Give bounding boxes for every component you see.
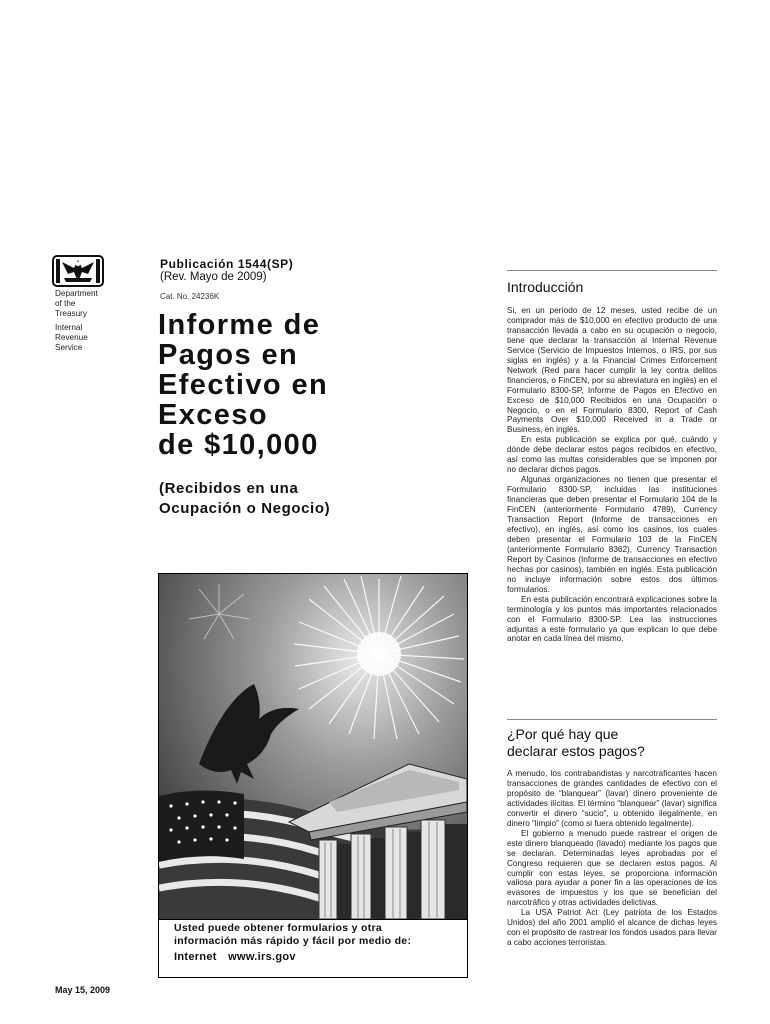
- title-line: Pagos en: [158, 339, 299, 371]
- intro-paragraph: En esta publicación encontrará explicaciones sobre la terminología y los puntos más importantes relacionados con el Formulario 8300-SP. Lea las instrucciones adjuntas a este formulario ya que explican lo que debe anotar en cada línea del mismo.: [507, 594, 717, 644]
- why-heading: [507, 726, 717, 760]
- agency-line: Service: [55, 343, 83, 352]
- publication-number: Publicación 1544(SP): [160, 257, 294, 271]
- section-divider: [507, 719, 717, 720]
- subtitle-line: Ocupación o Negocio): [159, 500, 331, 517]
- document-title: [158, 310, 488, 460]
- revision-date: (Rev. Mayo de 2009): [160, 271, 267, 283]
- agency-line: Revenue: [55, 333, 88, 342]
- intro-paragraph: Algunas organizaciones no tienen que presentar el Formulario 8300-SP, incluidas las instituciones financieras que deben presentar el Formulario 104 de la FinCEN (anteriormente Formulario 4789), Currency Transaction Report (Informe de transacciones en efectivo), en inglés, así como los casinos, los cuales deben presentar el Formulario 103 de la FinCEN (anteriormente Formulario 8362), Currency Transaction Report by Casinos (Informe de transacciones en efectivo hechas por casinos), también en inglés. Esta publicación no incluye información sobre estos dos últimos formularios.: [507, 475, 717, 594]
- intro-heading: Introducción: [507, 279, 584, 295]
- agency-name: [55, 289, 145, 353]
- catalog-number: Cat. No. 24236K: [160, 292, 220, 301]
- publication-date: May 15, 2009: [55, 985, 111, 995]
- agency-line: Internal: [55, 323, 83, 332]
- agency-line: Treasury: [55, 309, 87, 318]
- forms-info-box: [158, 917, 468, 978]
- intro-paragraph: En esta publicación se explica por qué, cuándo y dónde debe declarar estos pagos recibidos en efectivo, así como las multas considerables que se imponen por no declarar dichos pagos.: [507, 435, 717, 475]
- cover-illustration: [158, 573, 468, 920]
- intro-section: [507, 279, 717, 644]
- why-section: [507, 726, 717, 948]
- why-heading-line: declarar estos pagos?: [507, 743, 645, 759]
- irs-website-link[interactable]: www.irs.gov: [228, 951, 296, 963]
- forms-info-text: [174, 922, 411, 948]
- internet-row: [174, 951, 296, 963]
- intro-paragraph: Si, en un período de 12 meses, usted recibe de un comprador más de $10,000 en efectivo producto de una transacción llevada a cabo en su ocupación o negocio, tiene que declarar la transacción al Internal Revenue Service (Servicio de Impuestos Internos, o IRS, por sus siglas en inglés) y a la Financial Crimes Enforcement Network (Red para hacer cumplir la ley contra delitos financieros, o FinCEN, por su abreviatura en inglés) en el Formulario 8300-SP, Informe de Pagos en Efectivo en Exceso de $10,000 Recibidos en una Ocupación o Negocio, o en el Formulario 8300, Report of Cash Payments Over $10,000 Received in a Trade or Business, en inglés.: [507, 306, 717, 435]
- why-heading-line: ¿Por qué hay que: [507, 726, 619, 742]
- forms-info-line: información más rápido y fácil por medio de:: [174, 935, 412, 947]
- why-paragraph: El gobierno a menudo puede rastrear el origen de este dinero blanqueado (lavado) mediante los pagos que se declaran. Determinadas leyes aprobadas por el Congreso requieren que se declaren estos pagos. Al cumplir con estas leyes, se proporciona información valiosa para ayudar a poner fin a las operaciones de los evasores de impuestos y los que se benefician del narcotráfico y otras actividades delictivas.: [507, 828, 717, 908]
- forms-info-line: Usted puede obtener formularios y otra: [174, 922, 383, 934]
- section-divider: [507, 270, 717, 271]
- agency-line: of the: [55, 299, 76, 308]
- document-subtitle: [159, 479, 459, 519]
- irs-eagle-logo: [52, 254, 104, 288]
- internet-label: Internet: [174, 951, 217, 963]
- title-line: Efectivo en: [158, 369, 329, 401]
- why-paragraph: A menudo, los contrabandistas y narcotraficantes hacen transacciones de grandes cantidades de efectivo con el propósito de “blanquear” (lavar) dinero proveniente de actividades ilícitas. El término “blanquear” (lavar) significa convertir el dinero “sucio”, u obtenido ilegalmente, en dinero “limpio” (como si fuera obtenido legalmente).: [507, 769, 717, 828]
- title-line: Exceso: [158, 399, 268, 431]
- subtitle-line: (Recibidos en una: [159, 480, 299, 497]
- why-paragraph: La USA Patriot Act (Ley patriota de los Estados Unidos) del año 2001 amplió el alcance de dichas leyes con el propósito de rastrear los fondos usados para llevar a cabo acciones terroristas.: [507, 908, 717, 948]
- title-line: Informe de: [158, 309, 321, 341]
- title-line: de $10,000: [158, 429, 319, 461]
- agency-line: Department: [55, 289, 98, 298]
